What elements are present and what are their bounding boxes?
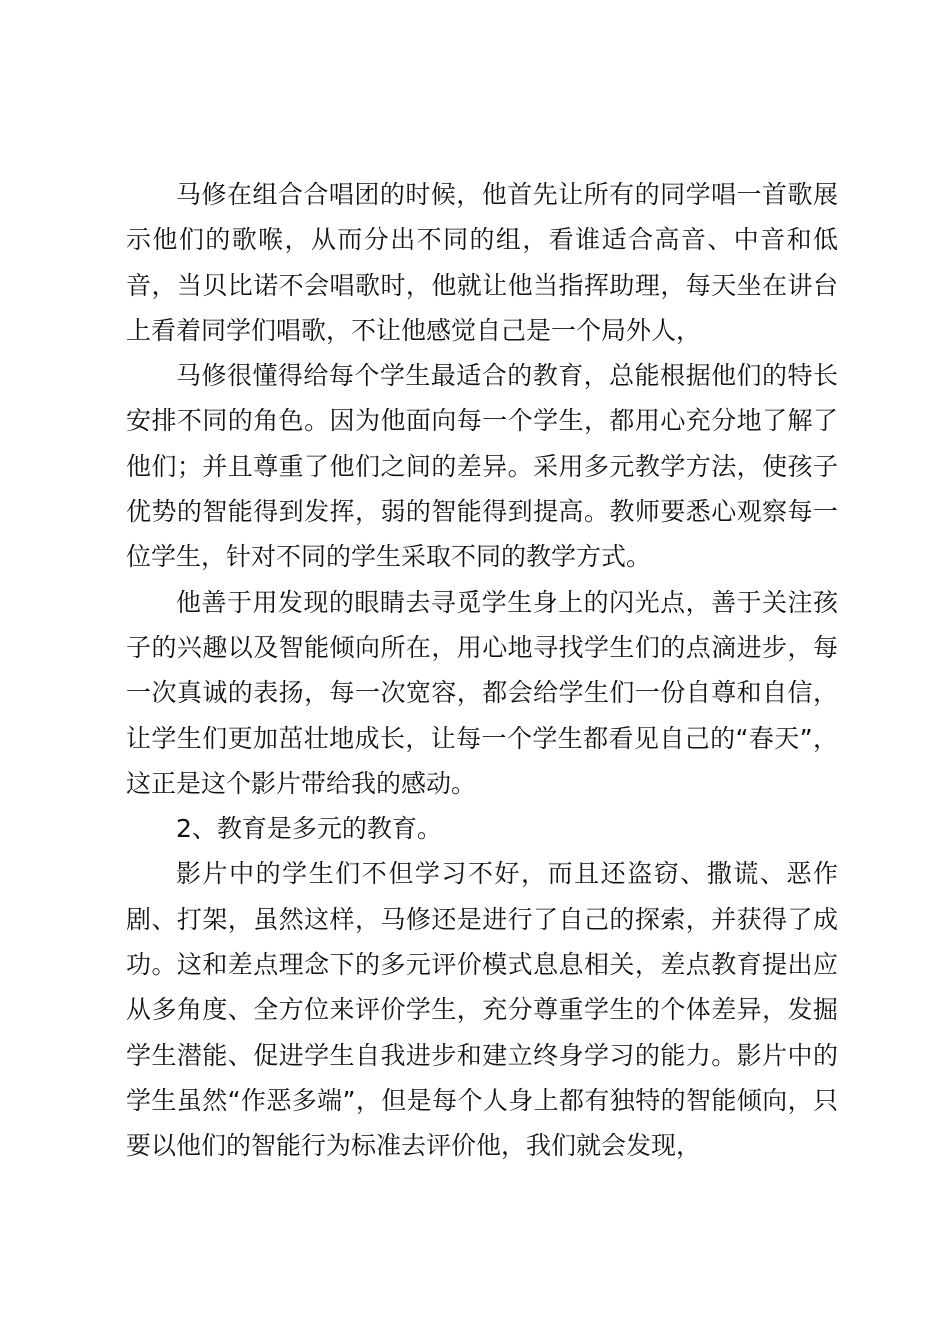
paragraph-discover-strengths: 他善于用发现的眼睛去寻觅学生身上的闪光点，善于关注孩子的兴趣以及智能倾向所在，用心地寻找学生们的点滴进步，每一次真诚的表扬，每一次宽容，都会给学生们一份自尊和自信，让学生们更加茁壮地成长，让每一个学生都看见自己的“春天”，这正是这个影片带给我的感动。 [126,587,838,798]
paragraph-choir-grouping: 马修在组合合唱团的时候，他首先让所有的同学唱一首歌展示他们的歌喉，从而分出不同的组，看谁适合高音、中音和低音，当贝比诺不会唱歌时，他就让他当指挥助理，每天坐在讲台上看着同学们唱歌，不让他感觉自己是一个局外人， [126,180,838,345]
paragraph-diverse-evaluation: 影片中的学生们不但学习不好，而且还盗窃、撒谎、恶作剧、打架，虽然这样，马修还是进行了自己的探索，并获得了成功。这和差点理念下的多元评价模式息息相关，差点教育提出应从多角度、全方位来评价学生，充分尊重学生的个体差异，发掘学生潜能、促进学生自我进步和建立终身学习的能力。影片中的学生虽然“作恶多端”，但是每个人身上都有独特的智能倾向，只要以他们的智能行为标准去评价他，我们就会发现， [126,859,838,1161]
body-text [126,172,838,1169]
paragraph-suitable-education: 马修很懂得给每个学生最适合的教育，总能根据他们的特长安排不同的角色。因为他面向每一个学生，都用心充分地了解了他们；并且尊重了他们之间的差异。采用多元教学方法，使孩子优势的智能得到发挥，弱的智能得到提高。教师要悉心观察每一位学生，针对不同的学生采取不同的教学方式。 [126,361,838,572]
section-heading-diverse-education: 2、教育是多元的教育。 [176,814,442,844]
